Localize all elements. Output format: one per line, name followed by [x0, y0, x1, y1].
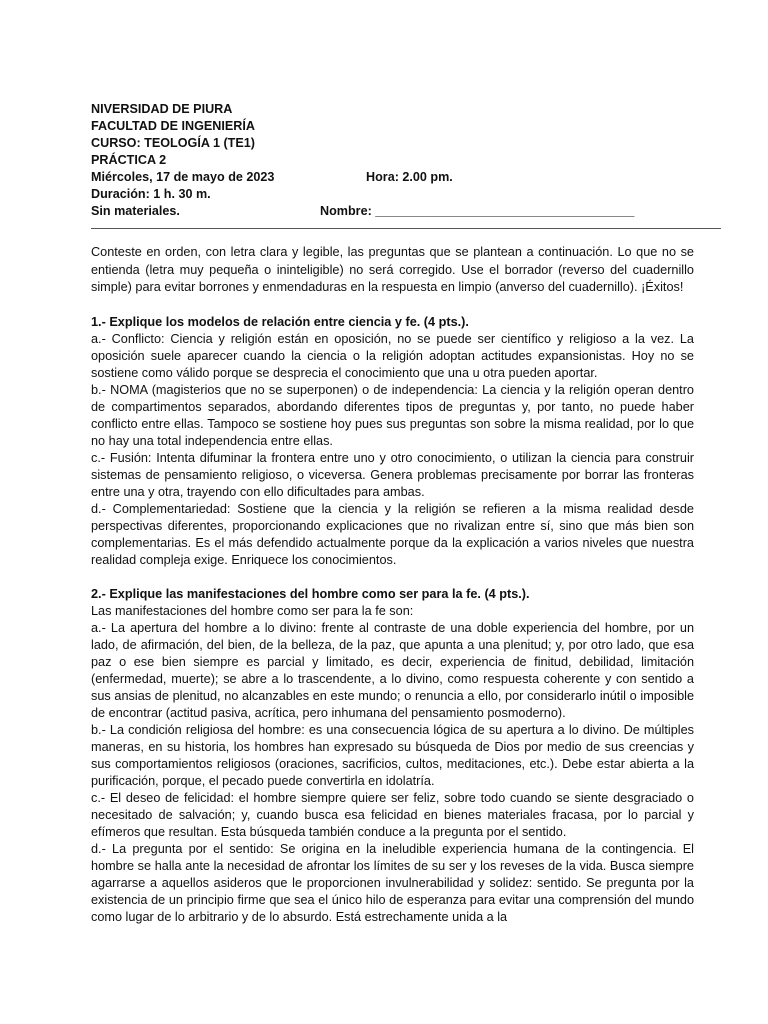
question-2-lead: Las manifestaciones del hombre como ser para la fe son:: [91, 603, 414, 618]
question-2-answer-c: c.- El deseo de felicidad: el hombre siempre quiere ser feliz, sobre todo cuando se siente desgraciado o necesitado de salvación; y, cuando busca esa felicidad en bienes materiales fracasa, por lo parcial y efímeros que resultan. Esta búsqueda también conduce a la pregunta por el sentido.: [91, 790, 694, 839]
exam-time: Hora: 2.00 pm.: [366, 170, 453, 184]
question-1-answer-a: a.- Conflicto: Ciencia y religión están en oposición, no se puede ser científico y religioso a la vez. La oposición suele aparecer cuando la ciencia o la religión adoptan actitudes expansionistas. Hoy no se sostiene como válido porque se desprecia el conocimiento que una u otra pueden aportar.: [91, 331, 694, 380]
question-2-title: 2.- Explique las manifestaciones del hombre como ser para la fe. (4 pts.).: [91, 586, 530, 601]
section-spacer: [91, 569, 694, 586]
exam-date: Miércoles, 17 de mayo de 2023: [91, 170, 275, 184]
question-1-answer-b: b.- NOMA (magisterios que no se superponen) o de independencia: La ciencia y la religión operan dentro de compartimentos separados, abordando diferentes tipos de preguntas y, por tanto, no puede haber conflicto entre ellas. Tampoco se sostiene hoy pues sus preguntas son sobre la misma realidad, por lo que no hay una total independencia entre ellas.: [91, 382, 694, 448]
question-1-answer-d: d.- Complementariedad: Sostiene que la ciencia y la religión se refieren a la misma realidad desde perspectivas diferentes, proporcionando explicaciones que no rivalizan entre sí, sino que más bien son complementarias. Es el más defendido actualmente porque da la explicación a varios niveles que nuestra realidad compleja exige. Enriquece los conocimientos.: [91, 501, 694, 567]
instructions-paragraph: Conteste en orden, con letra clara y legible, las preguntas que se plantean a continuación. Lo que no se entienda (letra muy pequeña o ininteligible) no será corregido. Use el borrador (reverso del cuadernillo simple) para evitar borrones y enmendaduras en la respuesta en limpio (anverso del cuadernillo). ¡Éxitos!: [91, 245, 694, 294]
header-divider: [91, 228, 721, 229]
duration-line: Duración: 1 h. 30 m.: [91, 187, 211, 201]
date-time-line: [91, 169, 711, 186]
course-line: CURSO: TEOLOGÍA 1 (TE1): [91, 136, 255, 150]
question-2-answer-a: a.- La apertura del hombre a lo divino: frente al contraste de una doble experiencia del hombre, por un lado, de afirmación, del bien, de la belleza, de la paz, que apunta a una plenitud; y, por otro lado, que esa paz o ese bien siempre es parcial y limitado, es decir, experiencia de finitud, debilidad, limitación (enfermedad, muerte); se abre a lo trascendente, a lo divino, como respuesta coherente y con sentido a sus ansias de plenitud, no alcanzables en este mundo; o renuncia a ello, por considerarlo inútil o imposible de encontrar (actitud pasiva, acrítica, pero inhumana del pensamiento posmoderno).: [91, 620, 694, 720]
name-field: Nombre: _____________________________________: [320, 204, 635, 218]
practice-line: PRÁCTICA 2: [91, 153, 167, 167]
question-1-title: 1.- Explique los modelos de relación entre ciencia y fe. (4 pts.).: [91, 314, 469, 329]
materials-name-line: [91, 203, 711, 220]
exam-body: [91, 244, 694, 926]
question-2-answer-b: b.- La condición religiosa del hombre: es una consecuencia lógica de su apertura a lo divino. De múltiples maneras, en su historia, los hombres han expresado su búsqueda de Dios por medio de sus creencias y sus comportamientos religiosos (oraciones, sacrificios, cultos, meditaciones, etc.). Debe estar abierta a la purificación, porque, el pecado puede convertirla en idolatría.: [91, 722, 694, 788]
question-1-answer-c: c.- Fusión: Intenta difuminar la frontera entre uno y otro conocimiento, o utilizan la ciencia para construir sistemas de pensamiento religioso, o viceversa. Genera problemas precisamente por borrar las fronteras entre una y otra, trayendo con ello dificultades para ambas.: [91, 450, 694, 499]
faculty-line: FACULTAD DE INGENIERÍA: [91, 119, 255, 133]
question-2-answer-d: d.- La pregunta por el sentido: Se origina en la ineludible experiencia humana de la contingencia. El hombre se halla ante la necesidad de afrontar los límites de su ser y los reveses de la vida. Busca siempre agarrarse a aquellos asideros que le proporcionen invulnerabilidad y solidez: sentido. Se pregunta por la existencia de un principio firme que sea el único hilo de esperanza para evitar una comprensión del mundo como lugar de lo arbitrario y de lo absurdo. Está estrechamente unida a la: [91, 841, 694, 924]
exam-header: [91, 101, 711, 220]
materials-note: Sin materiales.: [91, 204, 180, 218]
university-line: NIVERSIDAD DE PIURA: [91, 102, 233, 116]
